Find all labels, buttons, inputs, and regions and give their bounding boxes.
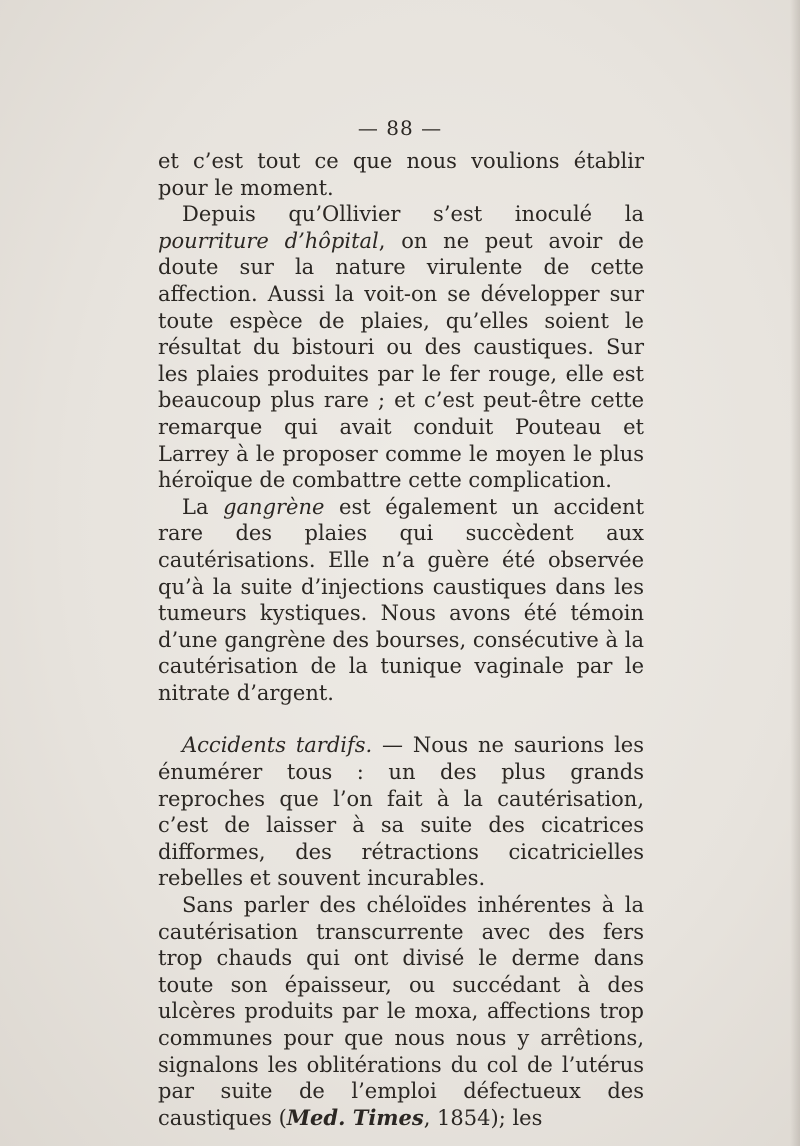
paragraph-4 [158, 732, 644, 892]
body-text [158, 148, 644, 1131]
paragraph-3 [158, 494, 644, 707]
page-number: — 88 — [357, 116, 443, 140]
section-heading-accidents-tardifs: Accidents tardifs. [182, 733, 373, 758]
section-gap [158, 706, 644, 732]
journal-reference: Med. Times [286, 1104, 424, 1130]
paragraph-4-post: — Nous ne saurions les énumérer tous : un des plus grands reproches que l’on fait à la cautérisation, c’est de laisser à sa suite des cicatrices difformes, des rétractions cicatricielles rebelles et souvent incurables. [158, 733, 645, 891]
paragraph-5-pre: Sans parler des chéloïdes inhérentes à la cautérisation transcurrente avec des fers trop chauds qui ont divisé le derme dans toute son épaisseur, ou succédant à des ulcères produits par le moxa, affections trop communes pour que nous nous y arrêtions, signalons les oblitérations du col de l’utérus par suite de l’emploi défectueux des caustiques ( [158, 893, 644, 1130]
paragraph-2-pre: Depuis qu’Ollivier s’est inoculé la [182, 202, 644, 227]
term-pourriture: pourriture d’hôpital [158, 228, 379, 253]
paragraph-5 [158, 892, 644, 1131]
paragraph-2-post: , on ne peut avoir de doute sur la nature virulente de cette affection. Aussi la voit-on se développer sur toute espèce de plaies, qu’elles soient le résultat du bistouri ou des caustiques. Sur les plaies produites par le fer rouge, elle est beaucoup plus rare ; et c’est peut-être cette remarque qui avait conduit Pouteau et Larrey à le proposer comme le moyen le plus héroïque de combattre cette complication. [158, 228, 644, 493]
page-edge-shadow [790, 0, 800, 1146]
term-gangrene: gangrène [223, 494, 325, 519]
paragraph-2 [158, 201, 644, 494]
paragraph-1: et c’est tout ce que nous voulions établir pour le moment. [158, 149, 644, 200]
paragraph-3-post: est également un accident rare des plaies qui succèdent aux cautérisations. Elle n’a guère été observée qu’à la suite d’injections caustiques dans les tumeurs kystiques. Nous avons été témoin d’une gangrène des bourses, consécutive à la cautérisation de la tunique vaginale par le nitrate d’argent. [158, 494, 645, 705]
paragraph-5-mid: , 1854); les [423, 1105, 543, 1130]
paragraph-3-pre: La [182, 494, 224, 519]
